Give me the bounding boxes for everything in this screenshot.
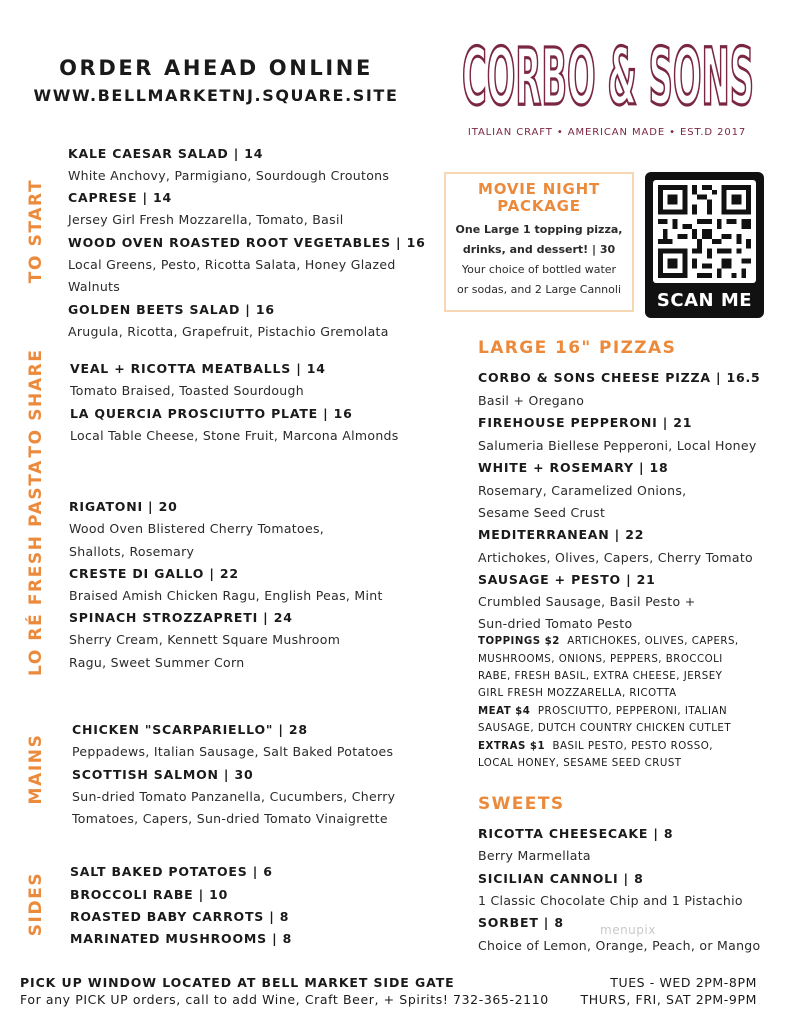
menu-item-desc: Sesame Seed Crust bbox=[478, 505, 606, 520]
meat-list: SAUSAGE, DUTCH COUNTRY CHICKEN CUTLET bbox=[478, 723, 732, 734]
extras-line bbox=[478, 741, 713, 752]
toppings-list: ARTICHOKES, OLIVES, CAPERS, bbox=[567, 636, 739, 647]
menu-item-name: SICILIAN CANNOLI | 8 bbox=[478, 871, 644, 886]
menu-item-name: RIGATONI | 20 bbox=[69, 499, 178, 514]
extras-list: BASIL PESTO, PESTO ROSSO, bbox=[552, 741, 713, 752]
movie-night-detail: or sodas, and 2 Large Cannoli bbox=[457, 283, 621, 296]
section-label-to-start: TO START bbox=[26, 178, 46, 284]
menu-item-desc: Arugula, Ricotta, Grapefruit, Pistachio Gremolata bbox=[68, 324, 389, 339]
sweets-heading: SWEETS bbox=[478, 794, 565, 814]
menu-item-name: VEAL + RICOTTA MEATBALLS | 14 bbox=[70, 361, 326, 376]
menu-item-name: LA QUERCIA PROSCIUTTO PLATE | 16 bbox=[70, 406, 353, 421]
qr-code-card[interactable] bbox=[645, 172, 764, 318]
menu-item-name: MARINATED MUSHROOMS | 8 bbox=[70, 931, 293, 946]
menu-item-name: GOLDEN BEETS SALAD | 16 bbox=[68, 302, 275, 317]
menu-item-desc: Tomato Braised, Toasted Sourdough bbox=[70, 383, 304, 398]
menu-item-name: CRESTE DI GALLO | 22 bbox=[69, 566, 239, 581]
menu-item-name: KALE CAESAR SALAD | 14 bbox=[68, 146, 264, 161]
menu-item-desc: Peppadews, Italian Sausage, Salt Baked Potatoes bbox=[72, 744, 394, 759]
menu-item-desc: Local Table Cheese, Stone Fruit, Marcona Almonds bbox=[70, 428, 399, 443]
menu-item-name: SALT BAKED POTATOES | 6 bbox=[70, 864, 273, 879]
menu-item-desc: Local Greens, Pesto, Ricotta Salata, Honey Glazed bbox=[68, 257, 396, 272]
toppings-list: MUSHROOMS, ONIONS, PEPPERS, BROCCOLI bbox=[478, 654, 723, 665]
hours-weekday: TUES - WED 2PM-8PM bbox=[610, 975, 757, 990]
movie-night-detail: Your choice of bottled water bbox=[461, 263, 617, 276]
menu-item-desc: Crumbled Sausage, Basil Pesto + bbox=[478, 594, 696, 609]
movie-night-offer: drinks, and dessert! | 30 bbox=[462, 243, 616, 256]
pickup-call-note: For any PICK UP orders, call to add Wine, Craft Beer, + Spirits! 732-365-2110 bbox=[20, 992, 549, 1007]
brand-name: CORBO & SONS bbox=[462, 42, 754, 112]
hours-weekend: THURS, FRI, SAT 2PM-9PM bbox=[580, 992, 757, 1007]
menu-item-name: CHICKEN "SCARPARIELLO" | 28 bbox=[72, 722, 308, 737]
brand-tagline: ITALIAN CRAFT • AMERICAN MADE • EST.D 2017 bbox=[467, 127, 747, 138]
menu-item-name: CORBO & SONS CHEESE PIZZA | 16.5 bbox=[478, 370, 761, 385]
meat-list: PROSCIUTTO, PEPPERONI, ITALIAN bbox=[537, 706, 728, 717]
pickup-window-note: PICK UP WINDOW LOCATED AT BELL MARKET SIDE GATE bbox=[20, 975, 455, 990]
meat-label: MEAT $4 bbox=[478, 706, 531, 717]
menu-item-desc: Artichokes, Olives, Capers, Cherry Tomato bbox=[478, 550, 754, 565]
menu-item-name: ROASTED BABY CARROTS | 8 bbox=[70, 909, 290, 924]
menu-item-desc: Jersey Girl Fresh Mozzarella, Tomato, Basil bbox=[68, 212, 344, 227]
extras-label: EXTRAS $1 bbox=[478, 741, 546, 752]
menu-item-name: RICOTTA CHEESECAKE | 8 bbox=[478, 826, 674, 841]
menu-item-desc: Choice of Lemon, Orange, Peach, or Mango bbox=[478, 938, 761, 953]
menu-item-desc: Sun-dried Tomato Panzanella, Cucumbers, Cherry bbox=[72, 789, 396, 804]
menu-item-name: SCOTTISH SALMON | 30 bbox=[72, 767, 254, 782]
menu-item-desc: Wood Oven Blistered Cherry Tomatoes, bbox=[69, 521, 325, 536]
toppings-list: RABE, FRESH BASIL, EXTRA CHEESE, JERSEY bbox=[478, 671, 723, 682]
section-label-sides: SIDES bbox=[26, 871, 46, 937]
menu-item-desc: White Anchovy, Parmigiano, Sourdough Croutons bbox=[68, 168, 390, 183]
menu-item-desc: Berry Marmellata bbox=[478, 848, 591, 863]
menu-item-name: WOOD OVEN ROASTED ROOT VEGETABLES | 16 bbox=[68, 235, 426, 250]
menu-item-name: MEDITERRANEAN | 22 bbox=[478, 527, 645, 542]
watermark: menupix bbox=[600, 923, 656, 937]
brand-logo bbox=[458, 42, 758, 112]
movie-night-subtitle: PACKAGE bbox=[497, 197, 581, 215]
menu-item-desc: Ragu, Sweet Summer Corn bbox=[69, 655, 245, 670]
qr-code[interactable] bbox=[653, 180, 756, 283]
menu-item-name: FIREHOUSE PEPPERONI | 21 bbox=[478, 415, 693, 430]
order-website-link[interactable]: WWW.BELLMARKETNJ.SQUARE.SITE bbox=[33, 86, 399, 105]
menu-item-name: SPINACH STROZZAPRETI | 24 bbox=[69, 610, 293, 625]
menu-item-name: CAPRESE | 14 bbox=[68, 190, 172, 205]
menu-item-name: BROCCOLI RABE | 10 bbox=[70, 887, 229, 902]
menu-item-desc: Sun-dried Tomato Pesto bbox=[478, 616, 633, 631]
extras-list: LOCAL HONEY, SESAME SEED CRUST bbox=[478, 758, 682, 769]
menu-item-desc: Walnuts bbox=[68, 279, 121, 294]
qr-code-icon bbox=[653, 180, 756, 283]
scan-me-label: SCAN ME bbox=[656, 290, 753, 311]
movie-night-offer: One Large 1 topping pizza, bbox=[455, 223, 623, 236]
menu-item-name: SORBET | 8 bbox=[478, 915, 564, 930]
menu-item-desc: Rosemary, Caramelized Onions, bbox=[478, 483, 687, 498]
menu-item-desc: Braised Amish Chicken Ragu, English Peas, Mint bbox=[69, 588, 383, 603]
toppings-label: TOPPINGS $2 bbox=[478, 636, 560, 647]
menu-item-desc: Shallots, Rosemary bbox=[69, 544, 195, 559]
menu-item-desc: Salumeria Biellese Pepperoni, Local Honey bbox=[478, 438, 757, 453]
section-label-pasta: LO RÉ FRESH PASTA bbox=[26, 459, 46, 676]
menu-item-name: WHITE + ROSEMARY | 18 bbox=[478, 460, 669, 475]
pizzas-heading: LARGE 16" PIZZAS bbox=[478, 338, 677, 358]
section-label-to-share: TO SHARE bbox=[26, 348, 46, 458]
menu-item-desc: Tomatoes, Capers, Sun-dried Tomato Vinaigrette bbox=[72, 811, 388, 826]
menu-item-desc: Basil + Oregano bbox=[478, 393, 585, 408]
menu-item-name: SAUSAGE + PESTO | 21 bbox=[478, 572, 656, 587]
menu-item-desc: Sherry Cream, Kennett Square Mushroom bbox=[69, 632, 341, 647]
toppings-list: GIRL FRESH MOZZARELLA, RICOTTA bbox=[478, 688, 677, 699]
toppings-line bbox=[478, 636, 739, 647]
order-ahead-title: ORDER AHEAD ONLINE bbox=[59, 56, 373, 80]
menu-item-desc: 1 Classic Chocolate Chip and 1 Pistachio bbox=[478, 893, 743, 908]
section-label-mains: MAINS bbox=[26, 733, 46, 805]
movie-night-title: MOVIE NIGHT bbox=[478, 180, 600, 198]
meat-line bbox=[478, 706, 727, 717]
